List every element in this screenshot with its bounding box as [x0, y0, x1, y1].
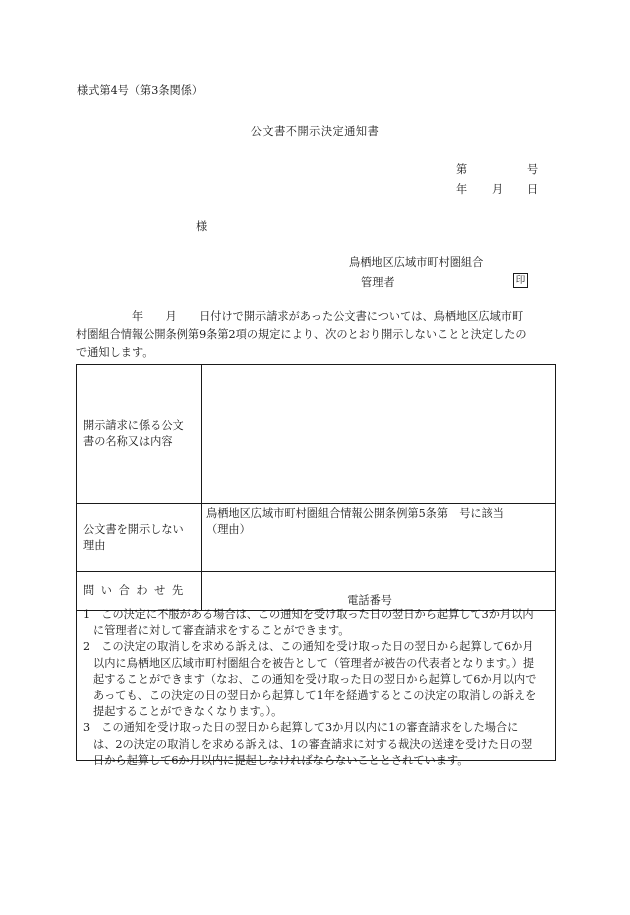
document-title: 公文書不開示決定通知書 [250, 125, 380, 138]
note-line: 起することができます（なお、この通知を受け取った日の翌日から起算して6か月以内で [93, 672, 537, 686]
label-line: 公文書を開示しない [83, 522, 184, 536]
date-year: 年 [456, 183, 468, 196]
note-3 [77, 720, 555, 769]
form-number: 様式第4号（第3条関係） [77, 84, 204, 97]
doc-number-prefix: 第 [456, 163, 468, 176]
reason-heading: （理由） [206, 523, 251, 536]
table-row [77, 504, 556, 572]
note-line: あっても、この決定の日の翌日から起算して1年を経過するとこの決定の取消しの訴えを [93, 689, 537, 703]
phone-number-label: 電話番号 [347, 593, 392, 607]
label-line: 書の名称又は内容 [83, 435, 173, 448]
note-line: 1 この決定に不服がある場合は、この通知を受け取った日の翌日から起算して3か月以内 [83, 608, 534, 621]
contact-field[interactable] [202, 572, 556, 611]
table-row [77, 365, 556, 504]
note-2 [77, 639, 555, 720]
document-name-label [77, 365, 202, 504]
body-line: で通知します。 [76, 346, 154, 360]
note-line: 2 この決定の取消しを求める訴えは、この通知を受け取った日の翌日から起算して6か月 [83, 640, 534, 654]
note-line: 以内に鳥栖地区広域市町村圏組合を被告として（管理者が被告の代表者となります。）提 [93, 656, 535, 670]
notes-box [76, 606, 556, 767]
notice-body [76, 308, 556, 363]
body-line: 村圏組合情報公開条例第9条第2項の規定により、次のとおり開示しないことと決定したの [76, 328, 527, 342]
document-name-field[interactable] [202, 365, 556, 504]
reason-clause: 鳥栖地区広域市町村圏組合情報公開条例第5条第 号に該当 [206, 507, 504, 520]
sender-organization: 鳥栖地区広域市町村圏組合 [349, 256, 484, 269]
decision-table [76, 364, 556, 611]
label-line: 開示請求に係る公文 [83, 419, 184, 432]
doc-number-suffix: 号 [527, 163, 539, 176]
note-1 [77, 607, 555, 639]
contact-label: 問い合わせ先 [77, 572, 202, 611]
sender-role: 管理者 [361, 276, 395, 289]
non-disclosure-reason-field[interactable] [202, 504, 556, 572]
table-row [77, 572, 556, 611]
note-line: 日から起算して6か月以内に提起しなければならないこととされています。 [93, 753, 469, 767]
body-line: 年 月 日付けで開示請求があった公文書については、鳥栖地区広域市町 [76, 310, 524, 323]
note-line: に管理者に対して審査請求をすることができます。 [93, 624, 350, 638]
date-month: 月 [492, 183, 504, 196]
note-line: は、2の決定の取消しを求める訴えは、1の審査請求に対する裁決の送達を受けた日の翌 [93, 737, 533, 751]
label-line: 理由 [83, 538, 106, 552]
note-line: 3 この通知を受け取った日の翌日から起算して3か月以内に1の審査請求をした場合に [83, 721, 519, 735]
non-disclosure-reason-label [77, 504, 202, 572]
date-day: 日 [527, 183, 539, 196]
seal-mark: 印 [513, 273, 528, 288]
addressee-honorific: 様 [196, 220, 208, 233]
note-line: 提起することができなくなります。）。 [93, 705, 283, 719]
